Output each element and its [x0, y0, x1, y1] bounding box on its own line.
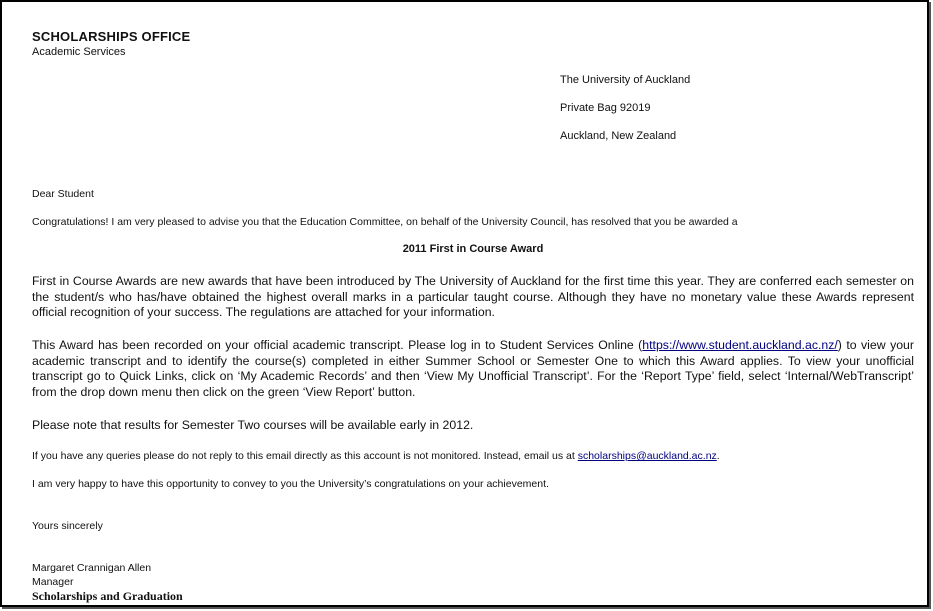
- queries-end: .: [716, 450, 720, 462]
- signatory-role: Manager: [32, 576, 74, 588]
- address-line-city: Auckland, New Zealand: [560, 130, 677, 142]
- queries-text: If you have any queries please do not reply to this email directly as this account is not monitored. Instead, email us at: [32, 450, 578, 462]
- transcript-text-after: ) to view your academic transcript and to identify the course(s) completed in either Summer School or Semester One to which this Award applies. To view your unofficial transcript go to Quick Links, click on ‘My Academic Records’ and then ‘View My Unofficial Transcript’. For the ‘Report Type’ field, select ‘Internal/WebTranscript’ from the drop down menu then click on the green ‘View Report’ button.: [32, 338, 914, 399]
- salutation: Dear Student: [32, 188, 94, 200]
- signatory-name: Margaret Crannigan Allen: [32, 562, 152, 574]
- office-subtitle: Academic Services: [32, 46, 126, 58]
- closing-note: I am very happy to have this opportunity to convey to you the University’s congratulations on your achievement.: [32, 478, 549, 490]
- office-title: SCHOLARSHIPS OFFICE: [32, 29, 191, 44]
- address-line-university: The University of Auckland: [560, 74, 691, 86]
- signatory-department: Scholarships and Graduation: [32, 589, 183, 603]
- transcript-text-before: This Award has been recorded on your official academic transcript. Please log in to Student Services Online (: [32, 338, 643, 352]
- signoff: Yours sincerely: [32, 520, 103, 532]
- paragraph-transcript-info: [32, 338, 914, 400]
- intro-text: Congratulations! I am very pleased to advise you that the Education Committee, on behalf of the University Council, has resolved that you be awarded a: [32, 216, 738, 228]
- paragraph-awards-info: First in Course Awards are new awards that have been introduced by The University of Auckland for the first time this year. They are conferred each semester on the student/s who has/have obtained the highest overall marks in a particular taught course. Although they have no monetary value these Awards represent official recognition of your success. The regulations are attached for your information.: [32, 274, 914, 320]
- student-services-link[interactable]: https://www.student.auckland.ac.nz/: [642, 338, 838, 352]
- address-line-bag: Private Bag 92019: [560, 102, 651, 114]
- award-title: 2011 First in Course Award: [402, 243, 544, 255]
- queries-note: [32, 450, 720, 462]
- scholarships-email-link[interactable]: scholarships@auckland.ac.nz: [577, 450, 717, 462]
- paragraph-semester-two: Please note that results for Semester Two courses will be available early in 2012.: [32, 418, 474, 432]
